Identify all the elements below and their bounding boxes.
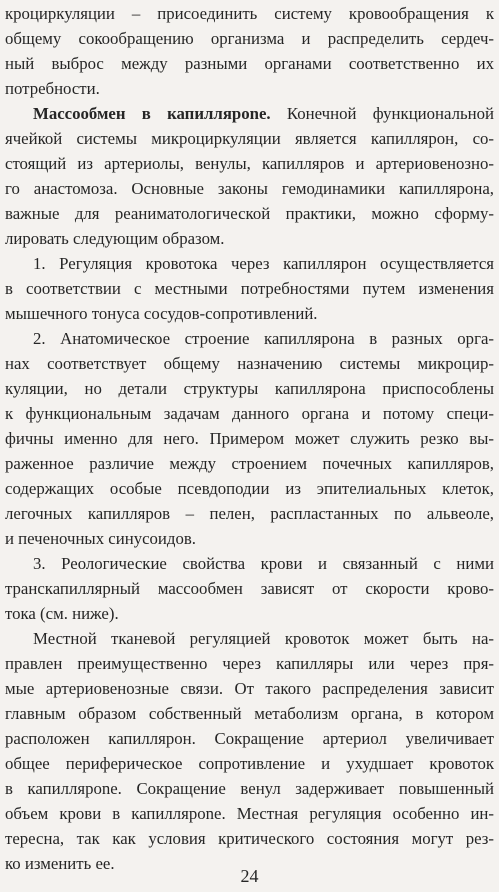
text-line: куляции, но детали структуры капиллярона приспособлены	[5, 379, 494, 398]
section-heading-line	[5, 102, 494, 126]
page-number: 24	[240, 866, 259, 886]
text-line: содержащих особые псевдоподии из эпителиальных клеток,	[5, 479, 494, 498]
text-line: мышечного тонуса сосудов-сопротивлений.	[5, 304, 318, 323]
text-line: и печеночных синусоидов.	[5, 529, 196, 548]
text-line: в капиллярone. Сокращение венул задерживает повышенный	[5, 779, 494, 798]
text-line: фичны именно для него. Примером может служить резко вы-	[5, 429, 494, 448]
heading-continuation: Конечной функциональной	[270, 104, 495, 123]
text-line: правлен преимущественно через капилляры или через пря-	[5, 654, 494, 673]
text-line: расположен капиллярон. Сокращение артериол увеличивает	[5, 729, 494, 748]
text-line: нах соответствует общему назначению системы микроцир-	[5, 354, 494, 373]
text-line: ко изменить ее.	[5, 854, 115, 873]
text-line: мые артериовенозные связи. От такого распределения зависит	[5, 679, 494, 698]
text-line: 3. Реологические свойства крови и связанный с ними	[33, 554, 494, 573]
text-line: 2. Анатомическое строение капиллярона в разных орга-	[33, 329, 494, 348]
text-line: потребности.	[5, 79, 100, 98]
text-line: 1. Регуляция кровотока через капиллярон осуществляется	[33, 254, 494, 273]
text-line: к функциональным задачам данного органа и потому специ-	[5, 404, 494, 423]
text-line: главным образом собственный метаболизм органа, в котором	[5, 704, 494, 723]
text-line: го анастомоза. Основные законы гемодинамики капиллярона,	[5, 179, 494, 198]
text-line: общее периферическое сопротивление и ухудшает кровоток	[5, 754, 494, 773]
text-line: ный выброс между разными органами соответственно их	[5, 54, 494, 73]
text-line: транскапиллярный массообмен зависят от скорости крово-	[5, 579, 494, 598]
text-line: общему сокообращению организма и распределить сердеч-	[5, 29, 494, 48]
document-page	[5, 2, 495, 873]
text-line: в соответствии с местными потребностями путем изменения	[5, 279, 494, 298]
text-line: важные для реаниматологической практики, можно сформу-	[5, 204, 494, 223]
text-line: кроциркуляции – присоединить систему кровообращения к	[5, 4, 494, 23]
text-line: ячейкой системы микроциркуляции является капиллярон, со-	[5, 129, 494, 148]
text-line: стоящий из артериолы, венулы, капилляров и артериовенозно-	[5, 154, 494, 173]
text-line: тересна, так как условия критического состояния могут рез-	[5, 829, 494, 848]
text-line: тока (см. ниже).	[5, 604, 119, 623]
text-line: раженное различие между строением почечных капилляров,	[5, 454, 494, 473]
text-line: лировать следующим образом.	[5, 229, 225, 248]
text-line: объем крови в капиллярone. Местная регуляция особенно ин-	[5, 804, 494, 823]
section-heading: Массообмен в капиллярone.	[33, 104, 271, 123]
text-line: Местной тканевой регуляцией кровоток может быть на-	[33, 629, 494, 648]
text-line: легочных капилляров – пелен, распластанных по альвеоле,	[5, 504, 494, 523]
